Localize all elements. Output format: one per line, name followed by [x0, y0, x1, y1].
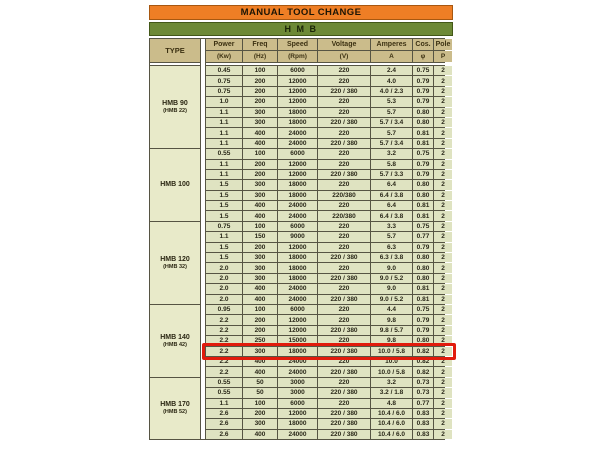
- table-cell: 18000: [278, 274, 317, 283]
- table-cell: 0.79: [413, 76, 433, 85]
- subtitle-bar: [149, 22, 453, 36]
- table-cell: 0.81: [413, 295, 433, 304]
- column-header-amperes: Amperes: [371, 39, 412, 50]
- table-cell: 18000: [278, 347, 317, 356]
- table-cell: 300: [243, 274, 277, 283]
- table-cell: 400: [243, 357, 277, 366]
- table-cell: 10.4 / 6.0: [371, 409, 412, 418]
- table-cell: 2: [434, 347, 452, 356]
- table-cell: 5.7 / 3.4: [371, 139, 412, 148]
- table-cell: 15000: [278, 336, 317, 345]
- table-cell: 18000: [278, 108, 317, 117]
- column-subheader-amperes: A: [371, 51, 412, 62]
- type-group-name: HMB 170: [160, 401, 190, 409]
- table-cell: 200: [243, 97, 277, 106]
- table-cell: 3.2 / 1.8: [371, 388, 412, 397]
- table-cell: 3.2: [371, 149, 412, 158]
- table-cell: 1.1: [206, 118, 242, 127]
- table-cell: 400: [243, 284, 277, 293]
- table-cell: 2: [434, 284, 452, 293]
- table-cell: 2.6: [206, 430, 242, 439]
- table-cell: 9000: [278, 232, 317, 241]
- type-group-cell: [150, 66, 200, 148]
- table-cell: 2: [434, 211, 452, 220]
- table-cell: 0.81: [413, 211, 433, 220]
- table-cell: 12000: [278, 87, 317, 96]
- table-cell: 220: [318, 357, 370, 366]
- table-cell: 400: [243, 211, 277, 220]
- table-cell: 1.5: [206, 253, 242, 262]
- table-cell: 1.5: [206, 191, 242, 200]
- table-cell: 1.1: [206, 399, 242, 408]
- table-cell: 100: [243, 305, 277, 314]
- table-cell: 12000: [278, 409, 317, 418]
- table-cell: 2.0: [206, 284, 242, 293]
- table-cell: 220 / 380: [318, 87, 370, 96]
- table-cell: 0.73: [413, 378, 433, 387]
- table-cell: 0.82: [413, 357, 433, 366]
- table-cell: 18000: [278, 253, 317, 262]
- series-title: H M B: [284, 24, 318, 34]
- table-cell: 0.73: [413, 388, 433, 397]
- table-cell: 220: [318, 378, 370, 387]
- table-cell: 1.1: [206, 160, 242, 169]
- table-cell: 24000: [278, 357, 317, 366]
- table-cell: 0.80: [413, 274, 433, 283]
- table-cell: 150: [243, 232, 277, 241]
- table-cell: 220 / 380: [318, 430, 370, 439]
- type-column-header: TYPE: [150, 39, 200, 62]
- table-cell: 2: [434, 66, 452, 75]
- table-cell: 2: [434, 97, 452, 106]
- column-header-voltage: Voltage: [318, 39, 370, 50]
- table-cell: 1.1: [206, 170, 242, 179]
- table-cell: 220 / 380: [318, 326, 370, 335]
- table-cell: 24000: [278, 128, 317, 137]
- table-cell: 5.7 / 3.4: [371, 118, 412, 127]
- table-cell: 9.0 / 5.2: [371, 295, 412, 304]
- table-cell: 0.81: [413, 128, 433, 137]
- table-cell: 0.80: [413, 191, 433, 200]
- table-cell: 100: [243, 66, 277, 75]
- table-cell: 0.80: [413, 180, 433, 189]
- table-cell: 220 / 380: [318, 170, 370, 179]
- table-cell: 10.0: [371, 357, 412, 366]
- column-header-speed: Speed: [278, 39, 317, 50]
- table-cell: 24000: [278, 211, 317, 220]
- table-cell: 1.5: [206, 243, 242, 252]
- table-cell: 2: [434, 263, 452, 272]
- table-cell: 0.80: [413, 118, 433, 127]
- type-group-subname: (HMB 22): [163, 107, 187, 114]
- table-cell: 2: [434, 419, 452, 428]
- table-cell: 200: [243, 326, 277, 335]
- table-cell: 0.75: [206, 87, 242, 96]
- table-cell: 0.80: [413, 253, 433, 262]
- table-cell: 2: [434, 295, 452, 304]
- table-cell: 12000: [278, 97, 317, 106]
- table-cell: 0.79: [413, 97, 433, 106]
- column-subheader-freq: (Hz): [243, 51, 277, 62]
- table-cell: 2: [434, 378, 452, 387]
- table-cell: 2: [434, 326, 452, 335]
- table-cell: 220 / 380: [318, 367, 370, 376]
- table-cell: 200: [243, 243, 277, 252]
- table-cell: 24000: [278, 284, 317, 293]
- spec-sheet: [149, 5, 453, 440]
- table-cell: 3.3: [371, 222, 412, 231]
- table-cell: 300: [243, 263, 277, 272]
- table-cell: 220: [318, 305, 370, 314]
- table-cell: 0.79: [413, 170, 433, 179]
- table-cell: 0.55: [206, 378, 242, 387]
- table-cell: 220: [318, 180, 370, 189]
- table-cell: 200: [243, 87, 277, 96]
- table-cell: 18000: [278, 118, 317, 127]
- table-cell: 2.6: [206, 409, 242, 418]
- table-cell: 0.83: [413, 430, 433, 439]
- table-cell: 0.81: [413, 284, 433, 293]
- table-cell: 6000: [278, 305, 317, 314]
- table-cell: 1.1: [206, 232, 242, 241]
- table-cell: 220: [318, 263, 370, 272]
- table-cell: 3.2: [371, 378, 412, 387]
- table-cell: 220 / 380: [318, 139, 370, 148]
- table-cell: 220: [318, 284, 370, 293]
- table-cell: 0.95: [206, 305, 242, 314]
- table-cell: 12000: [278, 315, 317, 324]
- table-cell: 6.3: [371, 243, 412, 252]
- table-cell: 100: [243, 149, 277, 158]
- table-cell: 2: [434, 160, 452, 169]
- table-cell: 220: [318, 160, 370, 169]
- table-cell: 12000: [278, 170, 317, 179]
- table-cell: 220: [318, 336, 370, 345]
- table-cell: 24000: [278, 367, 317, 376]
- column-subheader-cos: φ: [413, 51, 433, 62]
- table-cell: 2: [434, 149, 452, 158]
- table-cell: 220 / 380: [318, 118, 370, 127]
- table-cell: 1.1: [206, 139, 242, 148]
- table-cell: 6.4 / 3.8: [371, 211, 412, 220]
- table-cell: 6.4: [371, 201, 412, 210]
- table-cell: 10.0 / 5.8: [371, 367, 412, 376]
- table-cell: 300: [243, 180, 277, 189]
- table-cell: 10.4 / 6.0: [371, 430, 412, 439]
- table-cell: 220 / 380: [318, 253, 370, 262]
- table-cell: 220 / 380: [318, 274, 370, 283]
- table-cell: 300: [243, 253, 277, 262]
- table-cell: 300: [243, 347, 277, 356]
- table-cell: 2: [434, 367, 452, 376]
- table-cell: 6000: [278, 222, 317, 231]
- table-cell: 200: [243, 315, 277, 324]
- table-cell: 2: [434, 253, 452, 262]
- table-cell: 0.75: [206, 76, 242, 85]
- table-cell: 2.2: [206, 367, 242, 376]
- table-cell: 6.4 / 3.8: [371, 191, 412, 200]
- table-cell: 9.8: [371, 315, 412, 324]
- table-cell: 300: [243, 191, 277, 200]
- table-cell: 2: [434, 191, 452, 200]
- table-cell: 1.5: [206, 211, 242, 220]
- table-cell: 220 / 380: [318, 409, 370, 418]
- table-cell: 0.55: [206, 388, 242, 397]
- column-header-pole: Pole: [435, 41, 451, 48]
- spec-table: [149, 38, 451, 440]
- table-cell: 1.0: [206, 97, 242, 106]
- table-cell: 250: [243, 336, 277, 345]
- table-cell: 12000: [278, 326, 317, 335]
- table-cell: 9.8 / 5.7: [371, 326, 412, 335]
- table-cell: 24000: [278, 139, 317, 148]
- table-cell: 6.3 / 3.8: [371, 253, 412, 262]
- type-group-cell: [150, 222, 200, 304]
- table-cell: 3000: [278, 388, 317, 397]
- table-cell: 12000: [278, 160, 317, 169]
- table-cell: 400: [243, 201, 277, 210]
- table-cell: 2: [434, 108, 452, 117]
- column-subheader-speed: (Rpm): [278, 51, 317, 62]
- table-cell: 5.7: [371, 232, 412, 241]
- type-group-name: HMB 120: [160, 255, 190, 263]
- table-cell: 2: [434, 305, 452, 314]
- table-cell: 9.0 / 5.2: [371, 274, 412, 283]
- table-cell: 0.75: [413, 149, 433, 158]
- column-header-power: Power: [206, 39, 242, 50]
- table-cell: 2: [434, 409, 452, 418]
- table-cell: 24000: [278, 430, 317, 439]
- table-cell: 400: [243, 295, 277, 304]
- table-cell: 2: [434, 399, 452, 408]
- table-cell: 200: [243, 170, 277, 179]
- table-cell: 100: [243, 399, 277, 408]
- table-cell: 0.81: [413, 201, 433, 210]
- table-cell: 2.2: [206, 357, 242, 366]
- column-header-freq: Freq: [243, 39, 277, 50]
- table-cell: 2: [434, 139, 452, 148]
- table-cell: 0.75: [413, 222, 433, 231]
- table-cell: 0.83: [413, 419, 433, 428]
- type-group-name: HMB 90: [162, 99, 188, 107]
- table-cell: 1.5: [206, 180, 242, 189]
- table-cell: 5.3: [371, 97, 412, 106]
- table-cell: 220 / 380: [318, 295, 370, 304]
- table-cell: 2: [434, 87, 452, 96]
- table-cell: 2: [434, 274, 452, 283]
- page-title: MANUAL TOOL CHANGE: [240, 7, 362, 18]
- type-group-name: HMB 100: [160, 180, 190, 188]
- table-cell: 0.83: [413, 409, 433, 418]
- table-cell: 200: [243, 160, 277, 169]
- table-cell: 2: [434, 128, 452, 137]
- type-group-subname: (HMB 52): [163, 409, 187, 416]
- table-cell: 220: [318, 399, 370, 408]
- table-cell: 4.4: [371, 305, 412, 314]
- table-cell: 2.2: [206, 326, 242, 335]
- table-cell: 2.2: [206, 315, 242, 324]
- table-cell: 220: [318, 315, 370, 324]
- table-cell: 1.5: [206, 201, 242, 210]
- table-cell: 0.82: [413, 347, 433, 356]
- table-cell: 2: [434, 357, 452, 366]
- table-cell: 0.55: [206, 149, 242, 158]
- table-cell: 2.4: [371, 66, 412, 75]
- table-cell: 200: [243, 76, 277, 85]
- table-cell: 2: [434, 336, 452, 345]
- table-cell: 220: [318, 128, 370, 137]
- table-cell: 4.8: [371, 399, 412, 408]
- table-cell: 220: [318, 232, 370, 241]
- table-cell: 220: [318, 243, 370, 252]
- table-cell: 220 / 380: [318, 388, 370, 397]
- column-separator: [201, 39, 205, 439]
- table-cell: 2: [434, 201, 452, 210]
- table-cell: 220: [318, 149, 370, 158]
- table-cell: 6.4: [371, 180, 412, 189]
- table-cell: 220: [318, 76, 370, 85]
- table-cell: 5.7: [371, 108, 412, 117]
- title-bar: [149, 5, 453, 20]
- table-cell: 0.79: [413, 326, 433, 335]
- type-group-subname: (HMB 42): [163, 341, 187, 348]
- table-cell: 2.2: [206, 347, 242, 356]
- header-body-gap: [206, 63, 452, 65]
- table-cell: 6000: [278, 66, 317, 75]
- column-subheader-voltage: (V): [318, 51, 370, 62]
- table-cell: 5.7 / 3.3: [371, 170, 412, 179]
- table-cell: 0.82: [413, 367, 433, 376]
- table-cell: 400: [243, 367, 277, 376]
- table-cell: 0.79: [413, 87, 433, 96]
- table-cell: 0.81: [413, 139, 433, 148]
- table-cell: 300: [243, 118, 277, 127]
- table-cell: 2: [434, 315, 452, 324]
- table-cell: 400: [243, 430, 277, 439]
- type-group-cell: [150, 305, 200, 377]
- type-group-cell: [150, 149, 200, 221]
- column-subheader-power: (Kw): [206, 51, 242, 62]
- table-cell: 220/380: [318, 191, 370, 200]
- table-cell: 2: [434, 180, 452, 189]
- table-cell: 1.1: [206, 128, 242, 137]
- table-cell: 2.0: [206, 295, 242, 304]
- table-cell: 2: [434, 222, 452, 231]
- table-cell: 0.79: [413, 160, 433, 169]
- table-cell: 2: [434, 170, 452, 179]
- table-cell: 2: [434, 232, 452, 241]
- table-cell: 1.1: [206, 108, 242, 117]
- table-cell: 220: [318, 222, 370, 231]
- table-cell: 0.79: [413, 315, 433, 324]
- table-cell: 0.80: [413, 263, 433, 272]
- table-cell: 300: [243, 419, 277, 428]
- table-cell: 200: [243, 409, 277, 418]
- table-cell: 18000: [278, 263, 317, 272]
- table-cell: 5.8: [371, 160, 412, 169]
- table-cell: 400: [243, 128, 277, 137]
- type-group-name: HMB 140: [160, 333, 190, 341]
- table-cell: 400: [243, 139, 277, 148]
- table-cell: 2.0: [206, 274, 242, 283]
- table-cell: 0.75: [413, 305, 433, 314]
- type-group-cell: [150, 378, 200, 439]
- table-cell: 50: [243, 388, 277, 397]
- table-cell: 0.80: [413, 336, 433, 345]
- table-cell: 24000: [278, 295, 317, 304]
- table-cell: 10.4 / 6.0: [371, 419, 412, 428]
- table-cell: 6000: [278, 399, 317, 408]
- table-cell: 3000: [278, 378, 317, 387]
- header-body-gap: [150, 63, 200, 65]
- table-cell: 2: [434, 430, 452, 439]
- table-cell: 220: [318, 108, 370, 117]
- table-cell: 0.75: [206, 222, 242, 231]
- table-cell: 220: [318, 66, 370, 75]
- table-cell: 5.7: [371, 128, 412, 137]
- table-cell: 220 / 380: [318, 347, 370, 356]
- table-cell: 4.0: [371, 76, 412, 85]
- table-cell: 220 / 380: [318, 419, 370, 428]
- table-cell: 6000: [278, 149, 317, 158]
- table-cell: 2: [434, 118, 452, 127]
- table-cell: 2: [434, 388, 452, 397]
- table-cell: 9.0: [371, 284, 412, 293]
- table-cell: 0.79: [413, 243, 433, 252]
- table-cell: 2.2: [206, 336, 242, 345]
- column-subheader-pole: P: [434, 51, 452, 62]
- table-cell: 18000: [278, 180, 317, 189]
- table-cell: 18000: [278, 419, 317, 428]
- table-cell: 0.45: [206, 66, 242, 75]
- table-cell: 10.0 / 5.8: [371, 347, 412, 356]
- type-group-subname: (HMB 32): [163, 263, 187, 270]
- table-cell: 12000: [278, 243, 317, 252]
- table-cell: 220: [318, 97, 370, 106]
- table-cell: 9.8: [371, 336, 412, 345]
- table-cell: 0.77: [413, 232, 433, 241]
- table-cell: 4.0 / 2.3: [371, 87, 412, 96]
- table-cell: 300: [243, 108, 277, 117]
- table-cell: 12000: [278, 76, 317, 85]
- table-cell: 220/380: [318, 211, 370, 220]
- table-cell: 2.6: [206, 419, 242, 428]
- table-cell: 24000: [278, 201, 317, 210]
- table-cell: 2: [434, 76, 452, 85]
- table-cell: 100: [243, 222, 277, 231]
- table-cell: 0.80: [413, 108, 433, 117]
- table-cell: 2: [434, 243, 452, 252]
- table-cell: 220: [318, 201, 370, 210]
- table-cell: 0.75: [413, 66, 433, 75]
- column-header-cos: Cos.: [413, 39, 433, 50]
- table-cell: 0.77: [413, 399, 433, 408]
- table-cell: 18000: [278, 191, 317, 200]
- table-cell: 2.0: [206, 263, 242, 272]
- table-cell: 50: [243, 378, 277, 387]
- table-cell: 9.0: [371, 263, 412, 272]
